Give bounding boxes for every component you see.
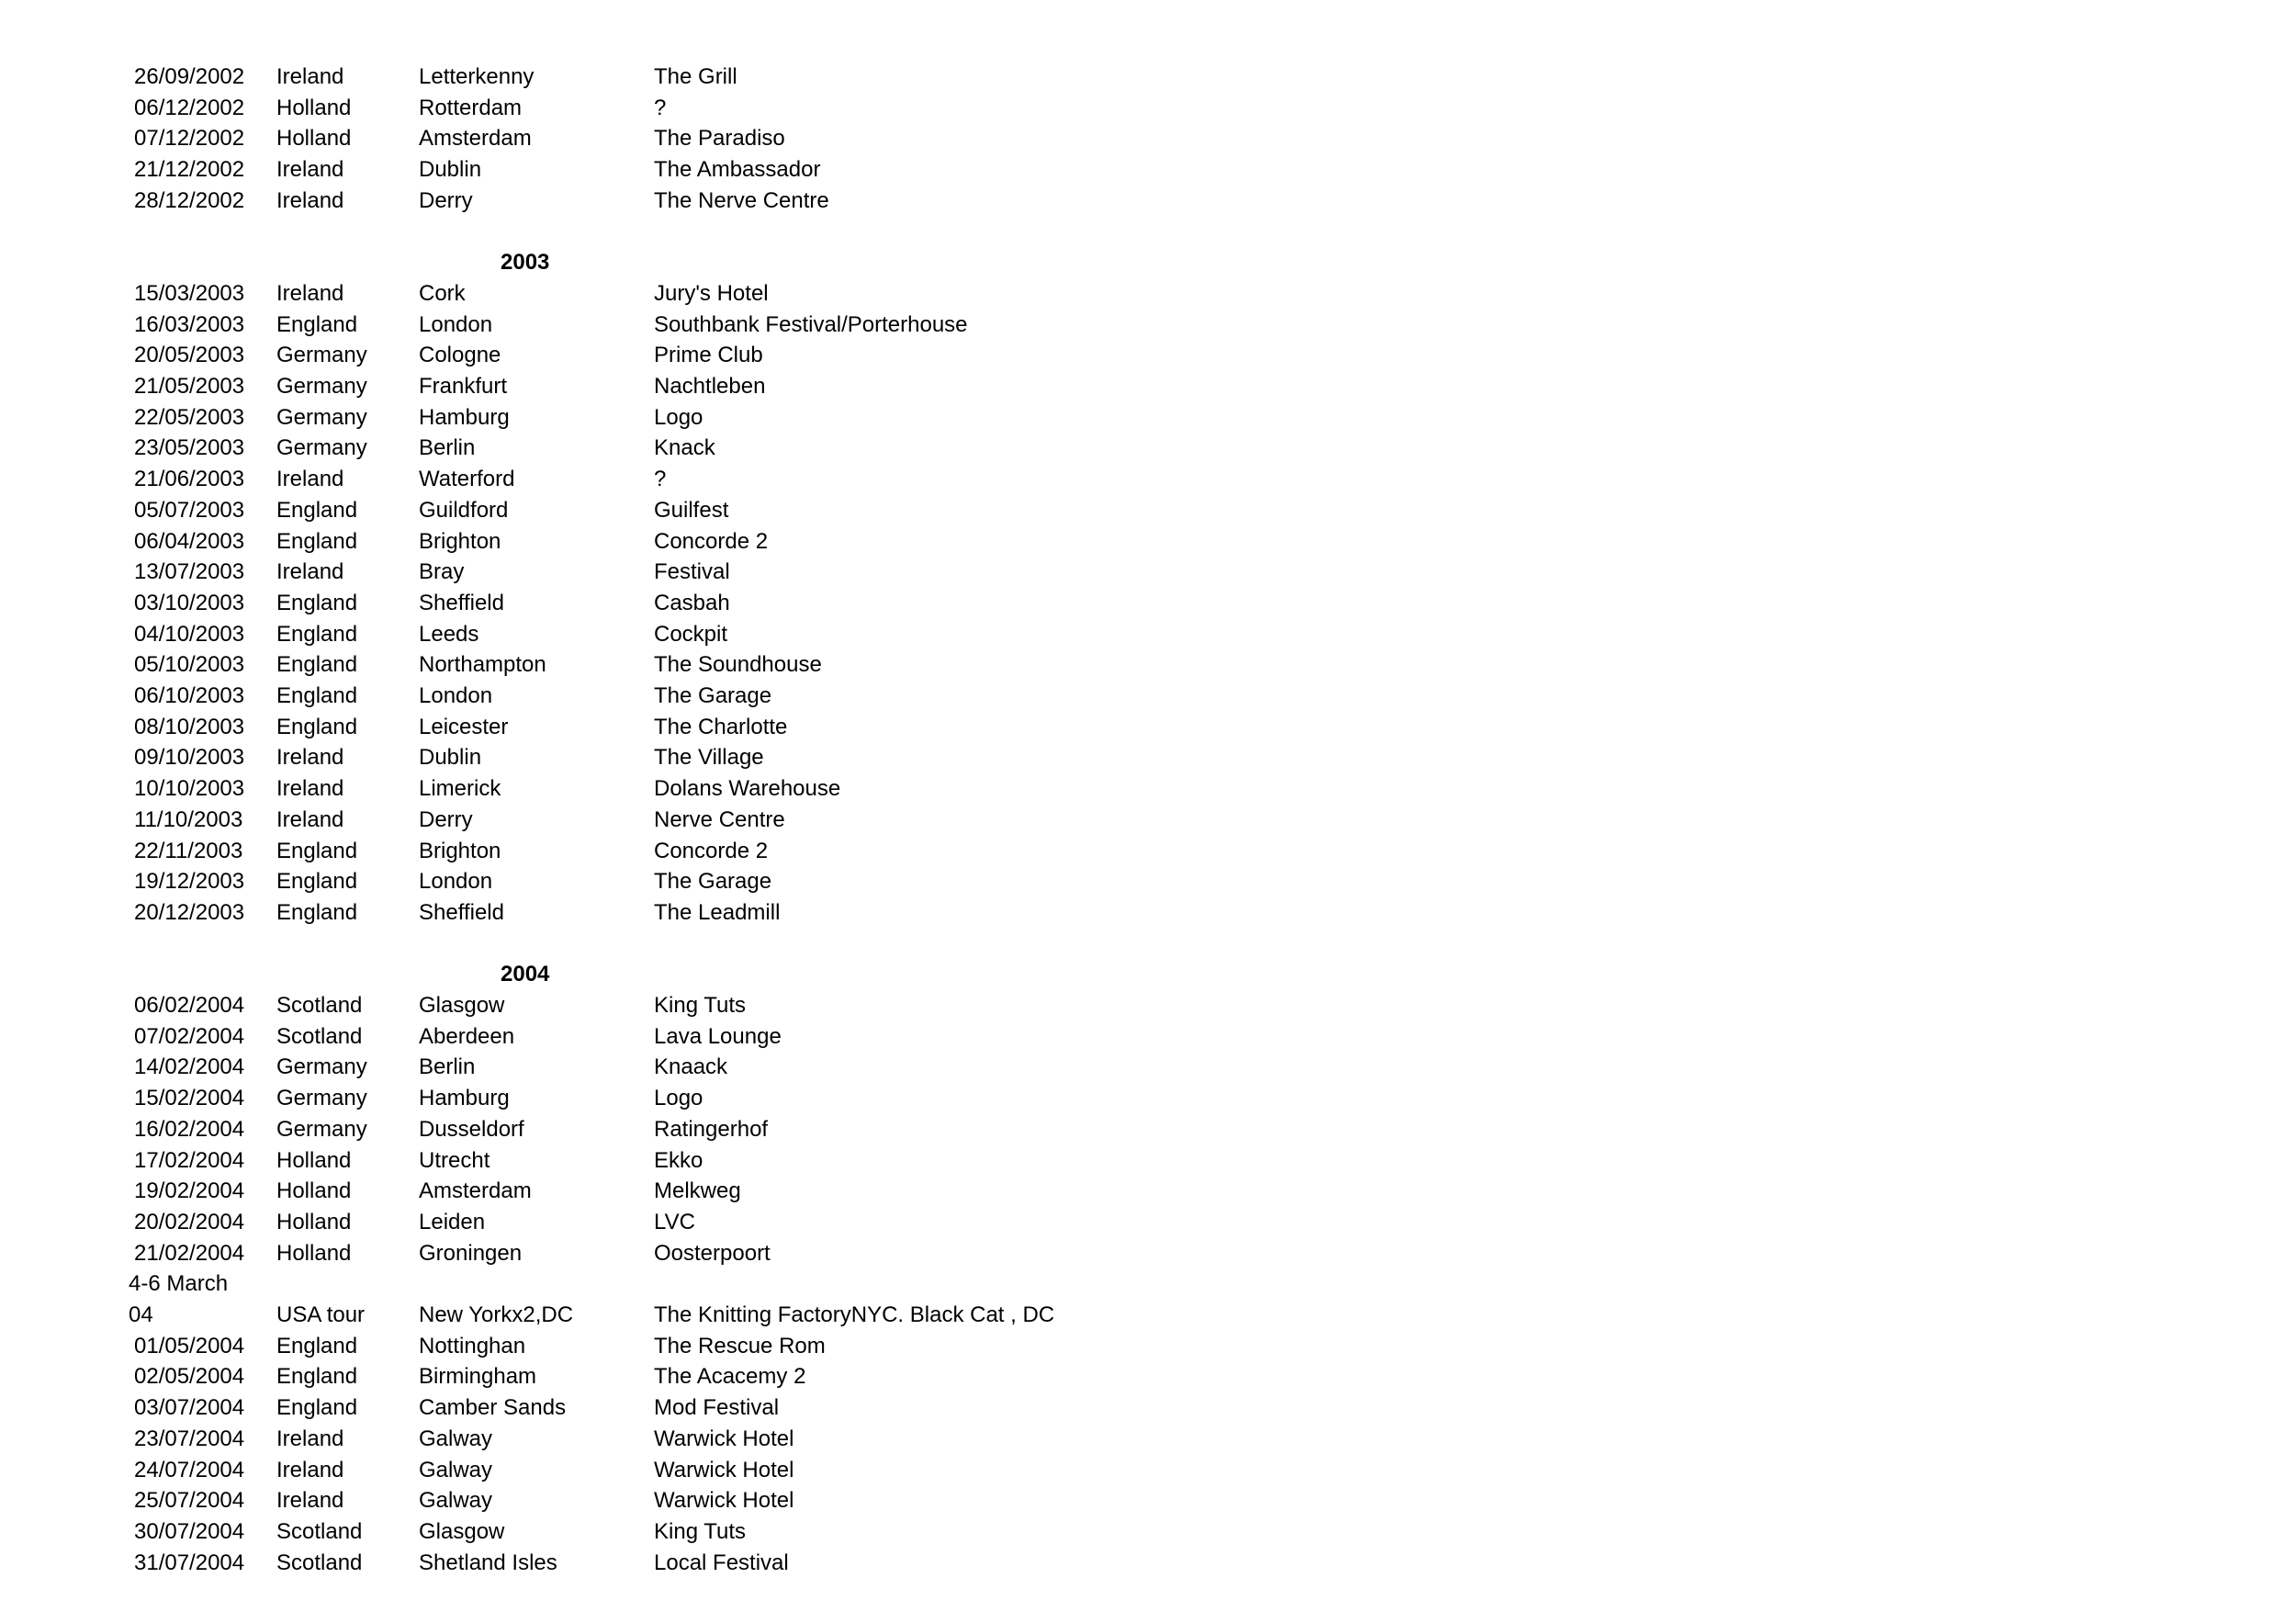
table-row (0, 93, 1286, 124)
venue-cell: The Garage (654, 869, 772, 895)
table-row (0, 1145, 1286, 1177)
date-cell: 17/02/2004 (134, 1147, 245, 1173)
date-cell: 24/07/2004 (134, 1457, 245, 1482)
city-cell: Hamburg (419, 1086, 510, 1111)
city-cell: Guildford (419, 497, 509, 523)
date-cell: 21/02/2004 (134, 1240, 245, 1266)
country-cell: Holland (276, 126, 352, 152)
table-row (0, 805, 1286, 836)
table-row (0, 649, 1286, 681)
country-cell: England (276, 621, 358, 647)
city-cell: Berlin (419, 1054, 476, 1080)
country-cell: Scotland (276, 993, 363, 1018)
table-row (0, 1207, 1286, 1238)
city-cell: Galway (419, 1426, 493, 1451)
city-cell: Dusseldorf (419, 1116, 524, 1142)
city-cell: Dublin (419, 745, 482, 771)
table-row (0, 712, 1286, 743)
venue-cell: Ratingerhof (654, 1116, 769, 1142)
venue-cell: Concorde 2 (654, 528, 769, 554)
date-cell: 25/07/2004 (134, 1488, 245, 1514)
table-row (0, 1548, 1286, 1579)
venue-cell: Casbah (654, 590, 730, 615)
country-cell: Germany (276, 1086, 367, 1111)
country-cell: England (276, 497, 358, 523)
date-cell: 30/07/2004 (134, 1518, 245, 1544)
table-row (0, 1021, 1286, 1053)
country-cell: Germany (276, 374, 367, 399)
table-row (0, 1331, 1286, 1362)
city-cell: Sheffield (419, 590, 504, 615)
country-cell: Germany (276, 343, 367, 368)
table-row (0, 340, 1286, 371)
city-cell: London (419, 869, 493, 895)
venue-cell: Local Festival (654, 1550, 789, 1575)
date-cell: 16/02/2004 (134, 1116, 245, 1142)
country-cell: England (276, 683, 358, 708)
venue-cell: The Charlotte (654, 714, 788, 739)
country-cell: Holland (276, 1240, 352, 1266)
country-cell: England (276, 528, 358, 554)
city-cell: Derry (419, 806, 473, 832)
city-cell: Galway (419, 1457, 493, 1482)
city-cell: Cologne (419, 343, 501, 368)
city-cell: Nottinghan (419, 1333, 526, 1358)
date-cell: 22/11/2003 (134, 838, 243, 863)
venue-cell: The Rescue Rom (654, 1333, 826, 1358)
country-cell: Ireland (276, 745, 344, 771)
country-cell: Ireland (276, 776, 344, 802)
country-cell: Scotland (276, 1023, 363, 1049)
date-cell: 06/10/2003 (134, 683, 245, 708)
table-row (0, 123, 1286, 154)
date-cell: 21/06/2003 (134, 467, 245, 492)
table-row (0, 836, 1286, 867)
city-cell: Bray (419, 559, 465, 585)
table-row (0, 1083, 1286, 1114)
venue-cell: Concorde 2 (654, 838, 769, 863)
date-cell: 19/12/2003 (134, 869, 245, 895)
city-cell: Sheffield (419, 899, 504, 925)
venue-cell: Mod Festival (654, 1395, 780, 1421)
table-row (0, 278, 1286, 310)
venue-cell: Prime Club (654, 343, 763, 368)
country-cell: England (276, 1395, 358, 1421)
country-cell: Ireland (276, 187, 344, 213)
table-row (0, 310, 1286, 341)
table-row (0, 897, 1286, 929)
city-cell: Letterkenny (419, 64, 535, 89)
table-row (0, 154, 1286, 186)
venue-cell: Jury's Hotel (654, 280, 769, 306)
table-row (0, 1424, 1286, 1455)
country-cell: USA tour (276, 1302, 366, 1327)
country-cell: England (276, 899, 358, 925)
city-cell: Amsterdam (419, 1178, 532, 1204)
table-row (0, 495, 1286, 526)
venue-cell: ? (654, 95, 667, 120)
country-cell: Holland (276, 1209, 352, 1234)
country-cell: Ireland (276, 157, 344, 183)
venue-cell: Nerve Centre (654, 806, 785, 832)
venue-cell: King Tuts (654, 993, 747, 1018)
city-cell: Glasgow (419, 1518, 505, 1544)
date-cell: 26/09/2002 (134, 64, 245, 89)
venue-cell: The Grill (654, 64, 737, 89)
venue-cell: ? (654, 467, 667, 492)
city-cell: Leiden (419, 1209, 486, 1234)
country-cell: Holland (276, 95, 352, 120)
venue-cell: Warwick Hotel (654, 1426, 794, 1451)
table-row (0, 402, 1286, 434)
country-cell: Ireland (276, 806, 344, 832)
date-cell: 15/02/2004 (134, 1086, 245, 1111)
table-row (0, 1052, 1286, 1083)
date-cell: 06/12/2002 (134, 95, 245, 120)
venue-cell: The Ambassador (654, 157, 821, 183)
table-row (0, 588, 1286, 619)
country-cell: Ireland (276, 1426, 344, 1451)
city-cell: Berlin (419, 435, 476, 461)
city-cell: Aberdeen (419, 1023, 515, 1049)
date-cell: 15/03/2003 (134, 280, 245, 306)
venue-cell: Festival (654, 559, 730, 585)
date-cell: 14/02/2004 (134, 1054, 245, 1080)
venue-cell: The Nerve Centre (654, 187, 829, 213)
date-cell: 11/10/2003 (134, 806, 243, 832)
date-cell: 06/02/2004 (134, 993, 245, 1018)
venue-cell: Warwick Hotel (654, 1457, 794, 1482)
country-cell: Scotland (276, 1550, 363, 1575)
venue-cell: Knaack (654, 1054, 728, 1080)
date-cell: 4-6 March (129, 1271, 229, 1297)
venue-cell: Nachtleben (654, 374, 766, 399)
city-cell: Brighton (419, 838, 501, 863)
table-row (0, 371, 1286, 402)
date-cell: 23/05/2003 (134, 435, 245, 461)
venue-cell: Lava Lounge (654, 1023, 782, 1049)
venue-cell: Oosterpoort (654, 1240, 771, 1266)
venue-cell: The Soundhouse (654, 652, 822, 678)
city-cell: Cork (419, 280, 466, 306)
date-cell: 09/10/2003 (134, 745, 245, 771)
country-cell: Scotland (276, 1518, 363, 1544)
city-cell: Limerick (419, 776, 501, 802)
city-cell: Camber Sands (419, 1395, 567, 1421)
table-row (0, 773, 1286, 805)
country-cell: Ireland (276, 1488, 344, 1514)
venue-cell: The Knitting FactoryNYC. Black Cat , DC (654, 1302, 1055, 1327)
country-cell: Ireland (276, 280, 344, 306)
date-cell: 07/02/2004 (134, 1023, 245, 1049)
table-row (0, 1114, 1286, 1145)
year-heading-2004: 2004 (501, 962, 550, 987)
venue-cell: The Village (654, 745, 764, 771)
date-cell: 05/10/2003 (134, 652, 245, 678)
date-cell: 22/05/2003 (134, 404, 245, 430)
venue-cell: LVC (654, 1209, 695, 1234)
country-cell: Germany (276, 1116, 367, 1142)
city-cell: Waterford (419, 467, 515, 492)
usa-tour-row-line1 (0, 1268, 1286, 1300)
date-cell: 21/05/2003 (134, 374, 245, 399)
city-cell: London (419, 311, 493, 337)
country-cell: Ireland (276, 559, 344, 585)
date-cell: 19/02/2004 (134, 1178, 245, 1204)
city-cell: London (419, 683, 493, 708)
date-cell: 13/07/2003 (134, 559, 245, 585)
table-row (0, 866, 1286, 897)
country-cell: Holland (276, 1147, 352, 1173)
table-row (0, 742, 1286, 773)
city-cell: Utrecht (419, 1147, 490, 1173)
city-cell: Brighton (419, 528, 501, 554)
table-row (0, 464, 1286, 495)
city-cell: Galway (419, 1488, 493, 1514)
country-cell: England (276, 869, 358, 895)
country-cell: Holland (276, 1178, 352, 1204)
venue-cell: Southbank Festival/Porterhouse (654, 311, 968, 337)
country-cell: Ireland (276, 64, 344, 89)
table-row (0, 1455, 1286, 1486)
date-cell: 03/07/2004 (134, 1395, 245, 1421)
date-cell: 20/05/2003 (134, 343, 245, 368)
venue-cell: Knack (654, 435, 715, 461)
table-row (0, 557, 1286, 588)
date-cell: 21/12/2002 (134, 157, 245, 183)
city-cell: Rotterdam (419, 95, 523, 120)
date-cell: 20/12/2003 (134, 899, 245, 925)
venue-cell: Ekko (654, 1147, 703, 1173)
venue-cell: Logo (654, 404, 703, 430)
country-cell: Germany (276, 404, 367, 430)
city-cell: Leicester (419, 714, 509, 739)
date-cell: 23/07/2004 (134, 1426, 245, 1451)
table-row (0, 186, 1286, 217)
table-row (0, 1516, 1286, 1548)
table-row (0, 1485, 1286, 1516)
country-cell: England (276, 311, 358, 337)
venue-cell: Dolans Warehouse (654, 776, 841, 802)
city-cell: Dublin (419, 157, 482, 183)
country-cell: Germany (276, 435, 367, 461)
country-cell: England (276, 838, 358, 863)
country-cell: England (276, 652, 358, 678)
country-cell: Germany (276, 1054, 367, 1080)
date-cell: 16/03/2003 (134, 311, 245, 337)
date-cell: 28/12/2002 (134, 187, 245, 213)
city-cell: Leeds (419, 621, 479, 647)
venue-cell: Melkweg (654, 1178, 741, 1204)
date-cell: 03/10/2003 (134, 590, 245, 615)
country-cell: England (276, 714, 358, 739)
venue-cell: Logo (654, 1086, 703, 1111)
date-cell: 05/07/2003 (134, 497, 245, 523)
city-cell: Frankfurt (419, 374, 508, 399)
table-row (0, 1392, 1286, 1424)
venue-cell: The Paradiso (654, 126, 785, 152)
venue-cell: King Tuts (654, 1518, 747, 1544)
venue-cell: Cockpit (654, 621, 728, 647)
table-row (0, 990, 1286, 1021)
table-row (0, 1361, 1286, 1392)
table-row (0, 1238, 1286, 1269)
country-cell: England (276, 590, 358, 615)
country-cell: Ireland (276, 467, 344, 492)
year-heading-2003: 2003 (501, 250, 550, 276)
city-cell: Groningen (419, 1240, 523, 1266)
date-cell: 31/07/2004 (134, 1550, 245, 1575)
date-cell: 01/05/2004 (134, 1333, 245, 1358)
date-cell: 04/10/2003 (134, 621, 245, 647)
date-cell: 10/10/2003 (134, 776, 245, 802)
city-cell: Derry (419, 187, 473, 213)
city-cell: Shetland Isles (419, 1550, 557, 1575)
venue-cell: The Acacemy 2 (654, 1364, 806, 1390)
city-cell: Northampton (419, 652, 546, 678)
venue-cell: Warwick Hotel (654, 1488, 794, 1514)
country-cell: England (276, 1333, 358, 1358)
city-cell: New Yorkx2,DC (419, 1302, 574, 1327)
date-cell: 04 (129, 1302, 153, 1327)
table-row (0, 1176, 1286, 1207)
date-cell: 02/05/2004 (134, 1364, 245, 1390)
table-row (0, 62, 1286, 93)
date-cell: 20/02/2004 (134, 1209, 245, 1234)
city-cell: Birmingham (419, 1364, 537, 1390)
table-row (0, 433, 1286, 464)
venue-cell: Guilfest (654, 497, 729, 523)
usa-tour-row (0, 1300, 1286, 1331)
date-cell: 08/10/2003 (134, 714, 245, 739)
city-cell: Hamburg (419, 404, 510, 430)
table-row (0, 619, 1286, 650)
venue-cell: The Garage (654, 683, 772, 708)
table-row (0, 681, 1286, 712)
date-cell: 06/04/2003 (134, 528, 245, 554)
country-cell: Ireland (276, 1457, 344, 1482)
table-row (0, 526, 1286, 558)
country-cell: England (276, 1364, 358, 1390)
city-cell: Amsterdam (419, 126, 532, 152)
city-cell: Glasgow (419, 993, 505, 1018)
venue-cell: The Leadmill (654, 899, 781, 925)
date-cell: 07/12/2002 (134, 126, 245, 152)
